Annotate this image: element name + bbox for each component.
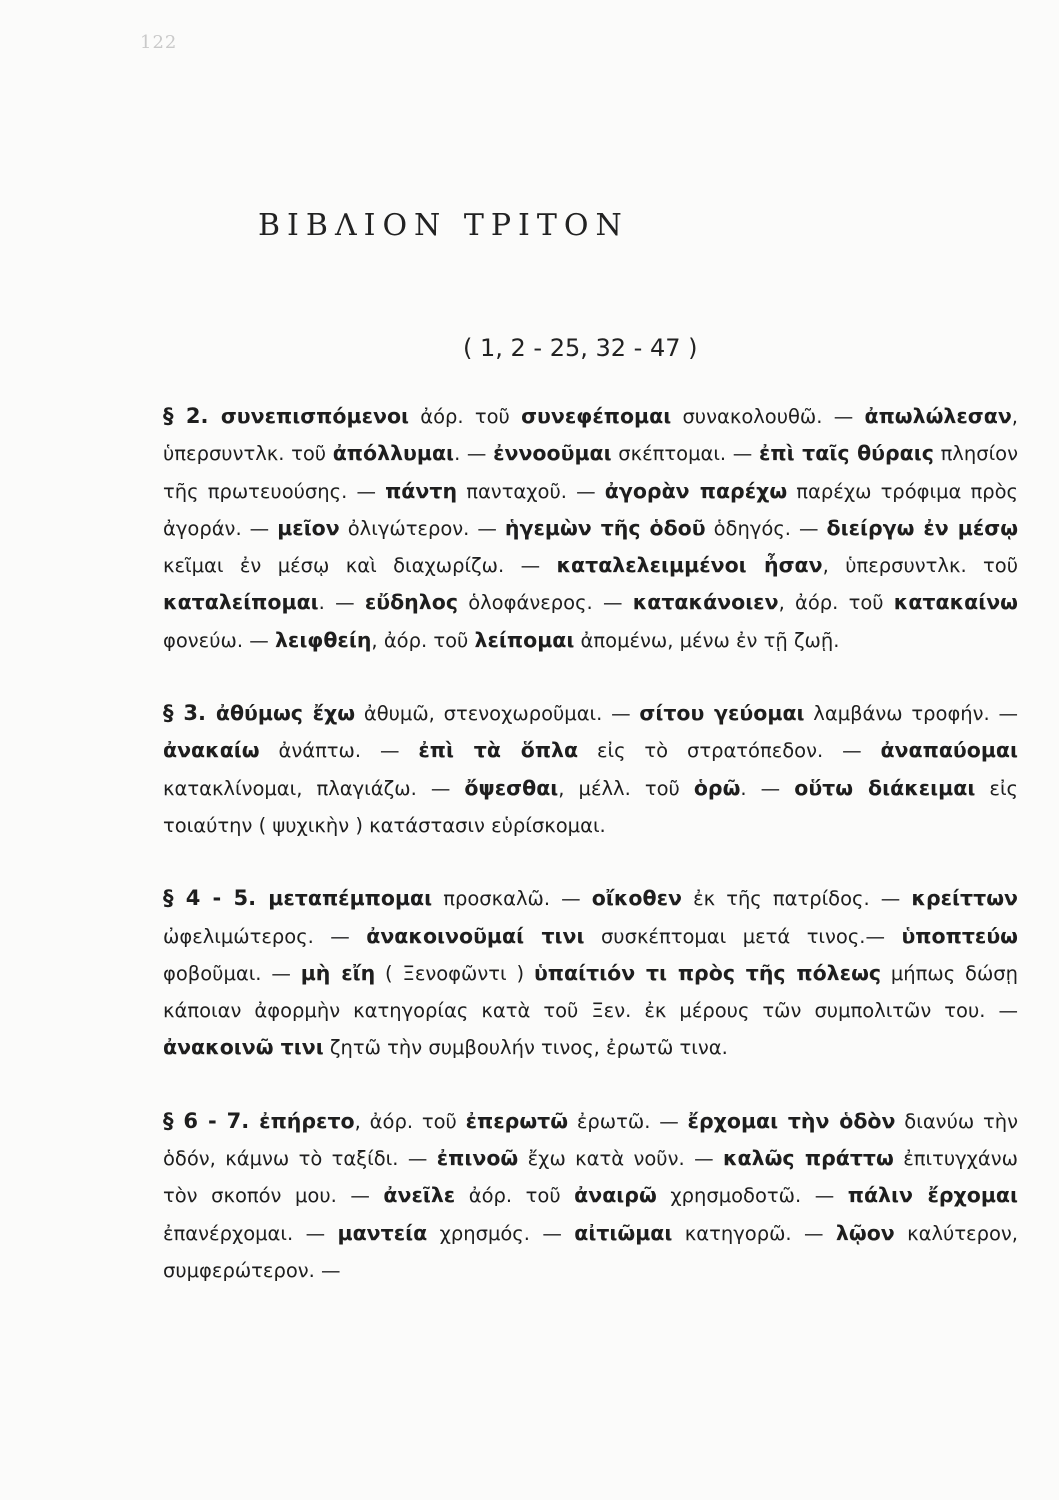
gloss-text: φοβοῦμαι. — [163,961,301,985]
gloss-text: ὁδηγός. — [705,516,827,540]
gloss-text: , ὑπερσυντλκ. τοῦ [822,554,1019,578]
greek-term: πάλιν ἔρχομαι [847,1183,1018,1208]
gloss-text: εἰς τὸ στρατόπεδον. — [578,739,881,763]
gloss-text: κατακλίνομαι, πλαγιάζω. — [163,776,465,800]
gloss-text: παρέχω τρόφιμα πρὸς ἀγοράν. — [163,479,1018,540]
gloss-text: διανύω τὴν ὁδόν, κάμνω τὸ ταξίδι. — [163,1109,1018,1171]
greek-term: συνεπισπόμενοι [220,404,410,428]
chapter-range: ( 1, 2 - 25, 32 - 47 ) [463,334,698,362]
glossary-entries [163,398,1018,1289]
book-title: ΒΙΒΛΙΟΝ ΤΡΙΤΟΝ [258,208,629,243]
greek-term: αἰτιῶμαι [574,1220,673,1245]
greek-term: μὴ εἴη [300,960,376,985]
gloss-text: χρησμοδοτῶ. — [656,1184,848,1208]
greek-term: σίτου γεύομαι [639,701,805,726]
greek-term: λειφθείη [274,627,372,652]
gloss-text: , ἀόρ. τοῦ [371,628,475,652]
greek-term: ἀπωλώλεσαν [864,404,1012,428]
glossary-paragraph [163,695,1018,844]
gloss-text: ὠφελιμώτερος. — [163,924,367,948]
gloss-text: ἀθυμῶ, στενοχωροῦμαι. — [355,702,640,726]
gloss-text: προσκαλῶ. — [432,887,592,911]
greek-term: μεταπέμπομαι [268,886,433,911]
greek-term: ἀνακοινοῦμαί τινι [366,923,585,948]
glossary-paragraph [163,880,1018,1066]
gloss-text: ἐπανέρχομαι. — [163,1221,338,1245]
greek-term: ἀνακαίω [163,738,260,763]
greek-term: ἐπινοῶ [436,1146,519,1171]
gloss-text: εἰς τοιαύτην ( ψυχικὴν ) κατάστασιν εὑρίσκομαι. [163,776,1018,837]
gloss-text: ἐκ τῆς πατρίδος. — [681,887,912,911]
gloss-text: ἔχω κατὰ νοῦν. — [518,1147,723,1171]
greek-term: ἀγορὰν παρέχω [604,478,788,503]
greek-term: καλῶς πράττω [722,1146,894,1171]
greek-term: ἀθύμως ἔχω [215,701,356,726]
section-number: § 4 - 5. [163,886,269,911]
greek-term: διείργω ἐν μέσῳ [826,515,1019,540]
gloss-text: συσκέπτομαι μετά τινος.— [584,924,902,948]
gloss-text: κεῖμαι ἐν μέσῳ καὶ διαχωρίζω. — [163,554,557,578]
gloss-text: , ἀόρ. τοῦ [354,1109,466,1133]
greek-term: καταλελειμμένοι ἦσαν [556,553,823,578]
greek-term: ἐννοοῦμαι [493,441,612,466]
gloss-text: ( Ξενοφῶντι ) [375,961,534,985]
greek-term: ἡγεμὼν τῆς ὁδοῦ [504,515,706,540]
glossary-paragraph [163,1103,1018,1289]
gloss-text: μήπως δώσῃ κάποιαν ἀφορμὴν κατηγορίας κατὰ τοῦ Ξεν. ἐκ μέρους τῶν συμπολιτῶν του. — [163,961,1019,1023]
gloss-text: χρησμός. — [427,1221,575,1245]
greek-term: κατακαίνω [893,590,1018,615]
greek-term: εὔδηλος [364,590,458,615]
glossary-paragraph [163,398,1018,659]
gloss-text: ὁλοφάνερος. — [457,591,633,615]
greek-term: ἐπερωτῶ [465,1108,569,1133]
gloss-text: , μέλλ. τοῦ [558,776,694,800]
greek-term: ἀναπαύομαι [880,738,1018,763]
gloss-text: ὀλιγώτερον. — [339,516,505,540]
greek-term: ὑποπτεύω [901,923,1018,948]
gloss-text: ἐπιτυγχάνω τὸν σκοπόν μου. — [163,1147,1018,1208]
gloss-text: , ὑπερσυντλκ. τοῦ [163,405,1018,466]
section-number: § 2. [163,404,221,428]
gloss-text: ζητῶ τὴν συμβουλήν τινος, ἐρωτῶ τινα. [323,1036,728,1060]
greek-term: ὁρῶ [693,775,741,800]
gloss-text: καλύτερον, συμφερώτερον. — [163,1221,1018,1282]
gloss-text: . — [318,591,365,615]
gloss-text: , ἀόρ. τοῦ [778,591,894,615]
greek-term: λείπομαι [474,627,575,652]
greek-term: μεῖον [277,515,340,540]
gloss-text: . — [454,442,494,466]
gloss-text: φονεύω. — [163,628,275,652]
greek-term: ἀπόλλυμαι [332,441,455,466]
greek-term: πάντη [385,478,458,503]
greek-term: ἐπήρετο [259,1108,355,1133]
gloss-text: ἀνάπτω. — [259,739,419,763]
greek-term: ὄψεσθαι [464,775,559,800]
greek-term: ἀνεῖλε [383,1183,456,1208]
greek-term: καταλείπομαι [163,590,319,615]
greek-term: οὕτω διάκειμαι [794,775,976,800]
greek-term: συνεφέπομαι [521,404,672,428]
section-number: § 6 - 7. [163,1108,260,1133]
section-number: § 3. [163,701,216,726]
gloss-text: σκέπτομαι. — [611,442,759,466]
page-number: 122 [140,32,178,53]
greek-term: λῷον [835,1220,895,1245]
greek-term: κατακάνοιεν [632,590,779,615]
greek-term: ἀνακοινῶ τινι [163,1035,324,1060]
greek-term: κρείττων [911,886,1018,911]
gloss-text: πανταχοῦ. — [457,479,605,503]
gloss-text: . — [740,776,795,800]
gloss-text: πλησίον τῆς πρωτευούσης. — [163,442,1018,503]
gloss-text: κατηγορῶ. — [672,1221,836,1245]
gloss-text: συνακολουθῶ. — [671,405,865,428]
gloss-text: ἀόρ. τοῦ [455,1184,575,1208]
greek-term: ἔρχομαι τὴν ὁδὸν [687,1108,896,1133]
greek-term: μαντεία [337,1220,428,1245]
greek-term: ὑπαίτιόν τι πρὸς τῆς πόλεως [533,960,882,985]
greek-term: ἀναιρῶ [574,1183,657,1208]
greek-term: ἐπὶ ταῖς θύραις [758,441,934,466]
gloss-text: ἐρωτῶ. — [568,1109,688,1133]
gloss-text: λαμβάνω τροφήν. — [804,702,1019,726]
gloss-text: ἀόρ. τοῦ [409,405,522,428]
gloss-text: ἀπομένω, μένω ἐν τῇ ζωῇ. [574,628,840,652]
greek-term: ἐπὶ τὰ ὅπλα [418,738,579,763]
greek-term: οἴκοθεν [591,886,682,911]
